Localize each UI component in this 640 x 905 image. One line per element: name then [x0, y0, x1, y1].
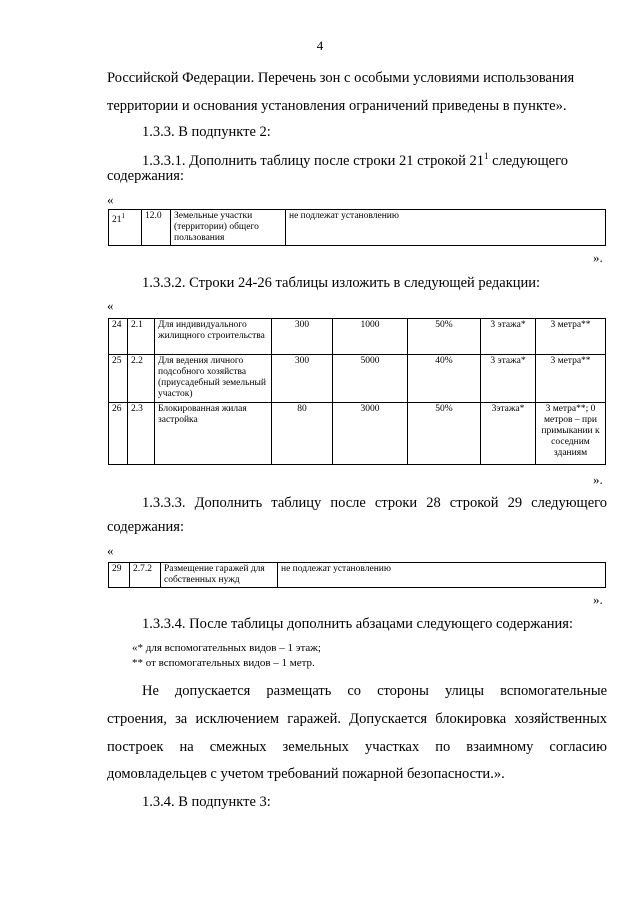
page-number: 4: [316, 38, 324, 53]
paragraph-line: Не допускается размещать со стороны улицы вспомогательные: [142, 683, 607, 699]
item-1-3-3: 1.3.3. В подпункте 2:: [142, 124, 271, 140]
cell-num: 24: [109, 319, 128, 355]
table-rows-24-26: [108, 318, 606, 465]
item-text: 1.3.3.1. Дополнить таблицу после строки 21 строкой 21: [142, 152, 485, 169]
cell-max-area: 3000: [333, 403, 408, 465]
open-quote: «: [107, 298, 114, 313]
cell-percent: 50%: [408, 403, 481, 465]
cell-percent: 50%: [408, 319, 481, 355]
cell-setback: 3 метра**: [536, 319, 606, 355]
table-row: [109, 319, 606, 355]
item-1-3-3-2: 1.3.3.2. Строки 24-26 таблицы изложить в следующей редакции:: [142, 275, 541, 291]
paragraph-line: содержания:: [107, 519, 185, 535]
superscript: 1: [484, 151, 489, 161]
cell-num: $21^1$: [109, 210, 142, 246]
cell-floors: 3 этажа*: [481, 355, 536, 403]
paragraph-line: территории и основания установления ограничений приведены в пункте».: [107, 98, 567, 114]
cell-percent: 40%: [408, 355, 481, 403]
cell-num: 29: [109, 563, 130, 588]
table-row-29: [108, 562, 606, 588]
cell-max-area: 5000: [333, 355, 408, 403]
paragraph-line: Российской Федерации. Перечень зон с особыми условиями использования: [107, 70, 575, 86]
item-text: следующего: [488, 152, 568, 169]
cell-value: не подлежат установлению: [278, 563, 606, 588]
table-row: [109, 355, 606, 403]
cell-min-area: 80: [272, 403, 333, 465]
cell-code: 2.2: [128, 355, 155, 403]
open-quote: «: [107, 543, 114, 558]
open-quote: «: [107, 192, 114, 207]
paragraph-line: построек на смежных земельных участках по взаимному согласию: [107, 739, 607, 755]
table-row: [109, 403, 606, 465]
table-row-21: [108, 209, 606, 246]
paragraph-line: строения, за исключением гаражей. Допускается блокировка хозяйственных: [107, 711, 607, 727]
cell-code: 2.1: [128, 319, 155, 355]
paragraph-line: содержания:: [107, 168, 185, 184]
close-quote: ».: [593, 250, 603, 265]
cell-code: 12.0: [142, 210, 171, 246]
cell-min-area: 300: [272, 319, 333, 355]
paragraph-line: домовладельцев с учетом требований пожарной безопасности.».: [107, 766, 505, 782]
cell-name: Земельные участки (территории) общего пользования: [171, 210, 286, 246]
cell-name: Для индивидуального жилищного строительства: [155, 319, 272, 355]
cell-code: 2.7.2: [130, 563, 161, 588]
item-1-3-3-1: [142, 146, 568, 171]
cell-floors: 3этажа*: [481, 403, 536, 465]
cell-setback: 3 метра**: [536, 355, 606, 403]
cell-setback: 3 метра**; 0 метров – при примыкании к соседним зданиям: [536, 403, 606, 465]
footnote: «* для вспомогательных видов – 1 этаж;: [132, 642, 321, 654]
close-quote: ».: [593, 592, 603, 607]
cell-name: Блокированная жилая застройка: [155, 403, 272, 465]
close-quote: ».: [593, 472, 603, 487]
cell-value: не подлежат установлению: [286, 210, 606, 246]
cell-num: 26: [109, 403, 128, 465]
item-1-3-4: 1.3.4. В подпункте 3:: [142, 794, 271, 810]
item-1-3-3-4: 1.3.3.4. После таблицы дополнить абзацами следующего содержания:: [142, 616, 573, 632]
cell-code: 2.3: [128, 403, 155, 465]
cell-name: Для ведения личного подсобного хозяйства (приусадебный земельный участок): [155, 355, 272, 403]
cell-num: 25: [109, 355, 128, 403]
cell-floors: 3 этажа*: [481, 319, 536, 355]
cell-name: Размещение гаражей для собственных нужд: [161, 563, 278, 588]
item-1-3-3-3: 1.3.3.3. Дополнить таблицу после строки 28 строкой 29 следующего: [142, 495, 607, 511]
cell-max-area: 1000: [333, 319, 408, 355]
cell-min-area: 300: [272, 355, 333, 403]
footnote: ** от вспомогательных видов – 1 метр.: [132, 657, 315, 669]
